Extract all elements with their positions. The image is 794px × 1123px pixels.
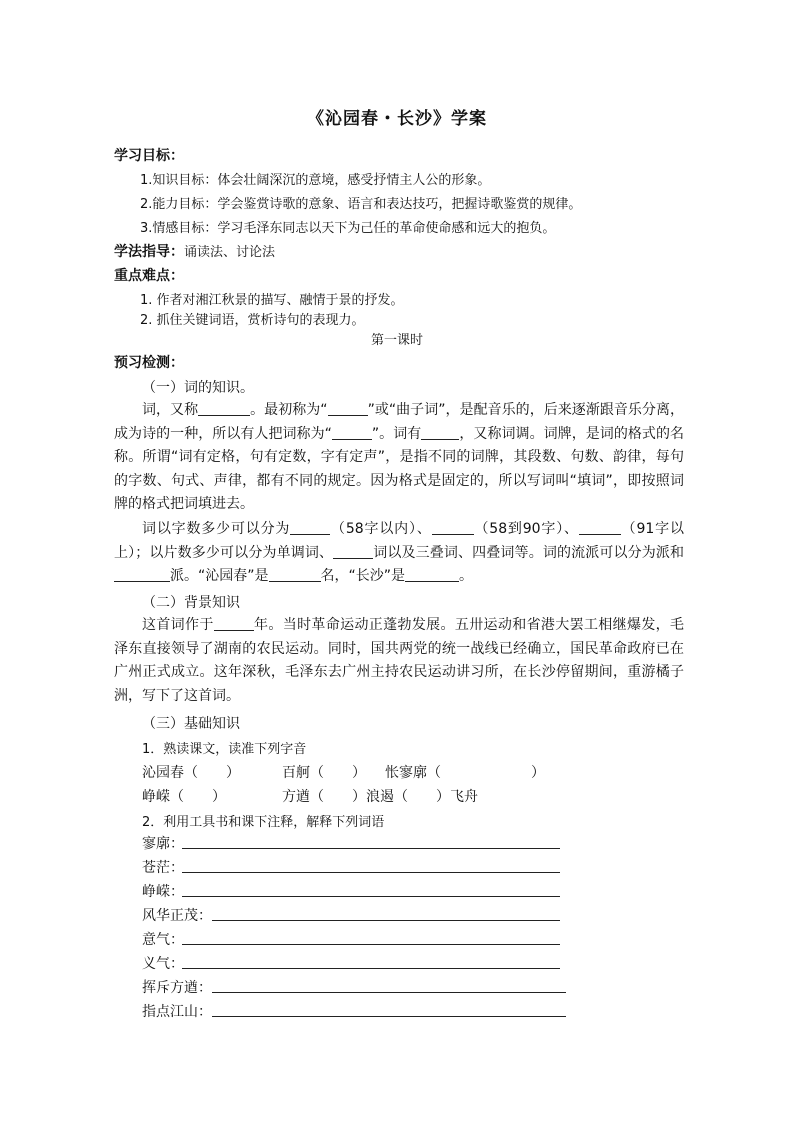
pronounce-item-3: 怅寥廓（	[385, 765, 441, 781]
goal-item-1: 1.知识目标：体会壮阔深沉的意境，感受抒情主人公的形象。	[140, 173, 491, 188]
blank[interactable]	[269, 567, 321, 582]
key-item-2: 2. 抓住关键词语，赏析诗句的表现力。	[140, 313, 365, 328]
answer-line[interactable]	[182, 896, 560, 897]
blank[interactable]	[333, 544, 373, 559]
blank[interactable]	[421, 425, 459, 440]
pronounce-item-3-close: ）	[531, 765, 545, 781]
method-heading: 学法指导：	[114, 244, 184, 260]
section-1-paragraph-1: 词，又称 。最初称为“ ”或“曲子词”，是配音乐的，后来逐渐跟音乐分离，成为诗的一种，所以有人把词称为“ ”。词有 ，又称词调。词牌，是词的格式的名称。所谓“词有定格，句有定数，字有定声”，是指不同的词牌，其段数、句数、韵律，每句的字数、句式、声律，都有不同的规定。因为格式是固定的，所以写词叫“填词”，即按照词牌的格式把词填进去。	[114, 402, 684, 512]
answer-line[interactable]	[212, 920, 560, 921]
question-2: 2．利用工具书和课下注释，解释下列词语	[142, 815, 385, 830]
section-1-heading: （一）词的知识。	[142, 380, 254, 396]
page-title: 《沁园春・长沙》学案	[307, 109, 487, 129]
goal-item-2: 2.能力目标：学会鉴赏诗歌的意象、语言和表达技巧，把握诗歌鉴赏的规律。	[140, 197, 582, 212]
question-1: 1．熟读课文，读准下列字音	[142, 742, 307, 757]
section-2-heading: （二）背景知识	[142, 595, 240, 611]
answer-line[interactable]	[212, 1016, 566, 1017]
method-line	[114, 241, 275, 261]
answer-line[interactable]	[182, 848, 560, 849]
term-label: 苍茫：	[142, 860, 184, 876]
lesson-label: 第一课时	[370, 333, 423, 348]
blank[interactable]	[332, 425, 372, 440]
blank[interactable]	[290, 520, 330, 535]
blank[interactable]	[214, 616, 254, 631]
pronounce-item-4: 峥嵘（ ）	[142, 789, 226, 805]
section-2-paragraph: 这首词作于 年。当时革命运动正蓬勃发展。五卅运动和省港大罢工相继爆发，毛泽东直接领导了湖南的农民运动。同时，国共两党的统一战线已经确立，国民革命政府已在广州正式成立。这年深秋，毛泽东去广州主持农民运动讲习所，在长沙停留期间，重游橘子洲，写下了这首词。	[114, 617, 685, 704]
term-label: 寥廓：	[142, 836, 184, 852]
blank[interactable]	[198, 401, 250, 416]
answer-line[interactable]	[182, 944, 560, 945]
answer-line[interactable]	[182, 872, 560, 873]
method-text: 诵读法、讨论法	[184, 245, 276, 260]
section-1-paragraph-2: 词以字数多少可以分为 （58字以内）、 （58到90字）、 （91字以上）；以片数多少可以分为单调词、 词以及三叠词、四叠词等。词的流派可以分为派和派。“沁园春”是 名，“长沙”是 。	[114, 521, 685, 584]
pronounce-item-1: 沁园春（ ）	[142, 765, 240, 781]
blank[interactable]	[579, 520, 621, 535]
pronounce-item-5: 方遒（ ）	[282, 789, 366, 805]
term-label: 峥嵘：	[142, 884, 184, 900]
key-item-1: 1. 作者对湘江秋景的描写、融情于景的抒发。	[140, 293, 404, 308]
key-heading: 重点难点：	[114, 268, 184, 284]
blank[interactable]	[114, 567, 170, 582]
term-label: 意气：	[142, 932, 184, 948]
answer-line[interactable]	[212, 992, 566, 993]
pronounce-item-6: 浪遏（ ）飞舟	[366, 789, 478, 805]
blank[interactable]	[405, 567, 459, 582]
blank[interactable]	[432, 520, 474, 535]
term-label: 义气：	[142, 956, 184, 972]
term-label: 风华正茂：	[142, 908, 212, 924]
term-label: 挥斥方遒：	[142, 980, 212, 996]
section-3-heading: （三）基础知识	[142, 716, 240, 732]
answer-line[interactable]	[182, 968, 560, 969]
goals-heading: 学习目标：	[114, 148, 184, 164]
pronounce-item-2: 百舸（ ）	[282, 765, 366, 781]
preview-heading: 预习检测：	[114, 355, 184, 371]
goal-item-3: 3.情感目标：学习毛泽东同志以天下为己任的革命使命感和远大的抱负。	[140, 221, 556, 236]
term-label: 指点江山：	[142, 1004, 212, 1020]
blank[interactable]	[328, 401, 368, 416]
